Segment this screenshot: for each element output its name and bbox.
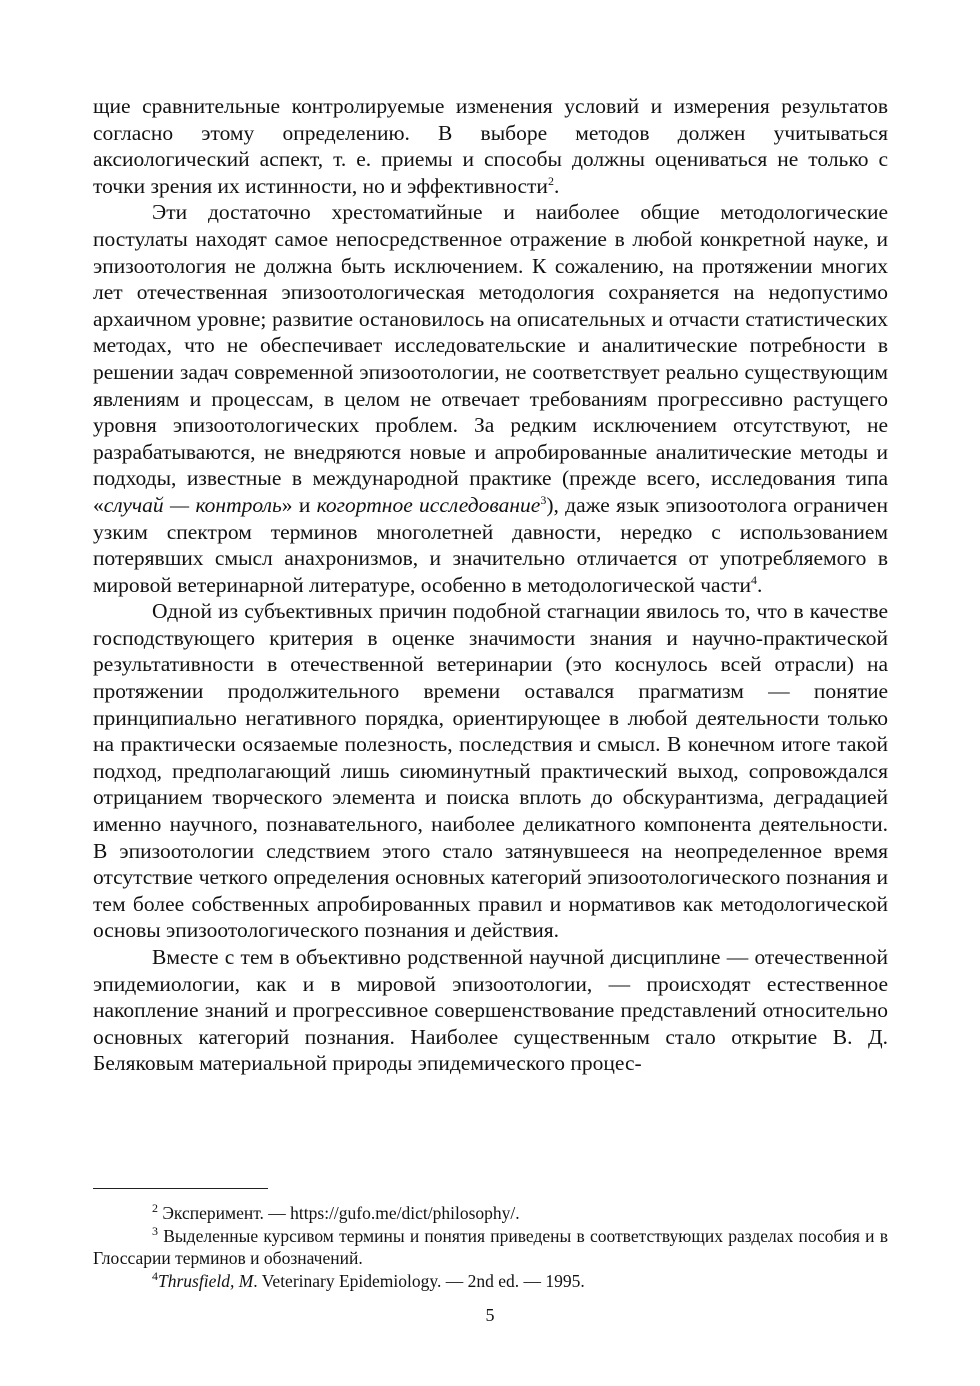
footnotes [93, 1202, 888, 1292]
footnote-4-number: 4 [152, 1268, 158, 1283]
term-case-control: случай — контроль [103, 492, 282, 517]
footnote-4-text: . Veterinary Epidemiology. — 2nd ed. — 1995. [253, 1270, 585, 1291]
paragraph-continuation [93, 93, 888, 199]
footnote-2-number: 2 [152, 1201, 158, 1216]
footnote-2-text: Эксперимент. — https://gufo.me/dict/philosophy/. [158, 1203, 520, 1223]
footnote-ref-2[interactable]: 2 [547, 173, 554, 188]
page-number: 5 [485, 1305, 495, 1325]
paragraph-2-text-c: ), даже язык эпизоотолога ограничен узким спектром терминов многолетней давности, нередко с использованием потерявших смысл анахронизмов, и значительно отличается от употребляемого в мировой ветеринарной литературе, особенно в методологической части [93, 492, 888, 597]
page-body [93, 93, 888, 1077]
footnote-3-number: 3 [152, 1223, 158, 1238]
paragraph-epidemiology: Вместе с тем в объективно родственной научной дисциплине — отечественной эпидемиологии, как и в мировой эпизоотологии, — происходят естественное накопление знаний и прогрессивное совершенствование представлений относительно основных категорий познания. Наиболее существенным стало открытие В. Д. Беляковым материальной природы эпидемического процес- [93, 945, 888, 1076]
paragraph-2-text-b: » и [281, 492, 317, 517]
term-cohort-study: когортное исследование [316, 492, 541, 517]
footnote-ref-4[interactable]: 4 [751, 572, 758, 587]
footnote-4-author: Thrusfield, M [158, 1270, 254, 1291]
footnote-3-text: Выделенные курсивом термины и понятия приведены в соответствующих разделах пособия и в Глоссарии терминов и обозначений. [93, 1225, 888, 1268]
paragraph-2-end: . [757, 572, 763, 597]
footnote-ref-3[interactable]: 3 [540, 492, 547, 507]
paragraph-stagnation: Одной из субъективных причин подобной стагнации явилось то, что в качестве господствующего критерия в оценке значимости знания и научно-практической результативности в отечественной ветеринарии (это коснулось всей отрасли) на протяжении продолжительного времени оставался прагматизм — понятие принципиально негативного порядка, ориентирующее в любой деятельности только на практически осязаемые полезность, последствия и смысл. В конечном итоге такой подход, предполагающий лишь сиюминутный практический выход, сопровождался отрицанием творческого элемента и поиска вплоть до обскурантизма, деградацией именно научного, познавательного, наиболее деликатного компонента деятельности. В эпизоотологии следствием этого стало затянувшееся на неопределенное время отсутствие четкого определения основных категорий эпизоотологического познания и тем более собственных апробированных правил и нормативов как методологической основы эпизоотологического познания и действия. [93, 599, 888, 943]
footnote-4 [93, 1270, 888, 1293]
paragraph-1-end: . [553, 173, 560, 198]
paragraph-2-text-a: Эти достаточно хрестоматийные и наиболее общие методологические постулаты находят самое непосредственное отражение в любой конкретной науке, и эпизоотология не должна быть исключением. К сожалению, на протяжении многих лет отечественная эпизоотологическая методология сохраняется на недопустимо архаичном уровне; развитие остановилось на описательных и отчасти статистических методах, что не обеспечивает исследовательские и аналитические потребности в решении задач современной эпизоотологии, не соответствует реально существующим явлениям и процессам, в целом не отвечает требованиям прогрессивно растущего уровня эпизоотологических проблем. За редким исключением отсутствуют, не разрабатываются, не внедряются новые и апробированные аналитические методы и подходы, известные в международной практике (прежде всего, исследования типа « [93, 200, 888, 517]
footnote-divider [93, 1188, 268, 1189]
paragraph-methodology [93, 199, 888, 598]
paragraph-1-text: щие сравнительные контролируемые изменения условий и измерения результатов согласно этому определению. В выборе методов должен учитываться аксиологический аспект, т. е. приемы и способы должны оцениваться не только с точки зрения их истинности, но и эффективности [93, 94, 888, 198]
footnote-2 [93, 1202, 888, 1225]
footnote-3 [93, 1225, 888, 1270]
